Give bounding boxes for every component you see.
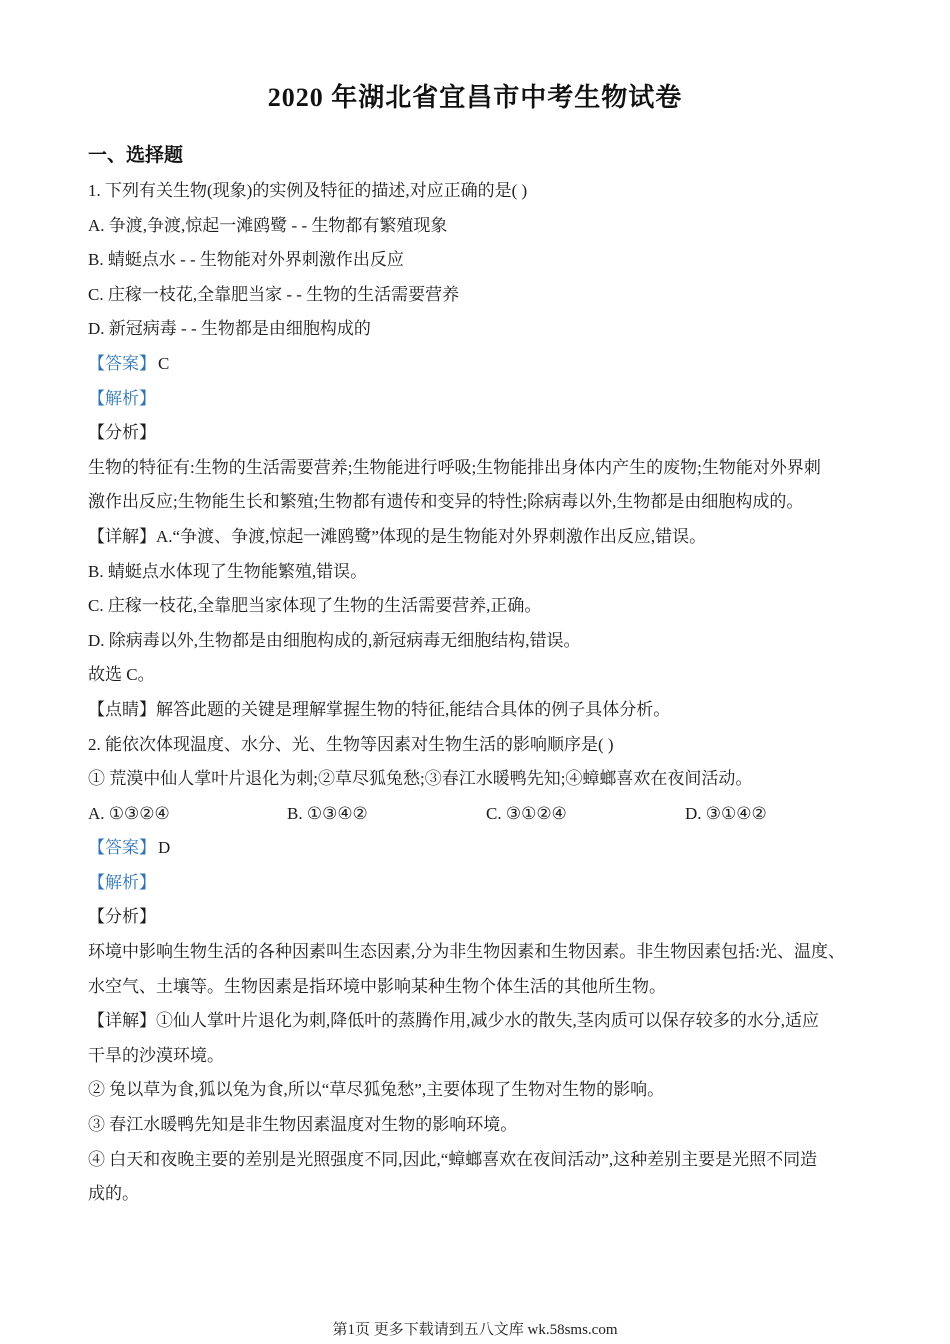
exam-title: 2020 年湖北省宜昌市中考生物试卷 (267, 83, 683, 112)
q2-detail-line-1: 【详解】①仙人掌叶片退化为刺,降低叶的蒸腾作用,减少水的散失,茎肉质可以保存较多的水分,适应 (88, 1011, 819, 1031)
q1-conclusion: 故选 C。 (88, 665, 155, 685)
q1-option-b: B. 蜻蜓点水 - - 生物能对外界刺激作出反应 (88, 250, 404, 270)
q1-answer-line (88, 347, 862, 382)
q2-option-b: B. ①③④② (287, 803, 368, 823)
q1-option-c: C. 庄稼一枝花,全靠肥当家 - - 生物的生活需要营养 (88, 284, 460, 304)
explain-label: 【解析】 (88, 872, 156, 892)
q2-detail-line-4: ③ 春江水暖鸭先知是非生物因素温度对生物的影响环境。 (88, 1115, 518, 1135)
explain-label: 【解析】 (88, 388, 156, 408)
document-body (88, 174, 862, 1212)
answer-label: 【答案】 (88, 353, 156, 373)
q2-analysis-line-1: 环境中影响生物生活的各种因素叫生态因素,分为非生物因素和生物因素。非生物因素包括:光、温度、 (88, 942, 845, 962)
q2-option-a: A. ①③②④ (88, 803, 170, 823)
q2-detail-line-2: 干旱的沙漠环境。 (88, 1045, 224, 1065)
q2-option-d: D. ③①④② (685, 803, 767, 823)
section-heading-multiple-choice: 一、选择题 (88, 145, 184, 166)
q2-detail-line-6: 成的。 (88, 1184, 139, 1204)
q1-analysis-line-1: 生物的特征有:生物的生活需要营养;生物能进行呼吸;生物能排出身体内产生的废物;生物能对外界刺 (88, 457, 821, 477)
q2-detail-line-5: ④ 白天和夜晚主要的差别是光照强度不同,因此,“蟑螂喜欢在夜间活动”,这种差别主要是光照不同造 (88, 1149, 818, 1169)
q1-analysis-line-2: 激作出反应;生物能生长和繁殖;生物都有遗传和变异的特性;除病毒以外,生物都是由细胞构成的。 (88, 492, 804, 512)
q1-option-a: A. 争渡,争渡,惊起一滩鸥鹭 - - 生物都有繁殖现象 (88, 215, 448, 235)
q1-analysis-label-line (88, 416, 862, 451)
q2-analysis-label-line (88, 900, 862, 935)
analysis-label: 【分析】 (88, 423, 156, 443)
answer-label: 【答案】 (88, 838, 156, 858)
page-footer: 第1页 更多下载请到五八文库 wk.58sms.com (332, 1322, 618, 1338)
q2-answer-line (88, 831, 862, 866)
q2-answer-value: D (158, 838, 171, 858)
q1-detail-d: D. 除病毒以外,生物都是由细胞构成的,新冠病毒无细胞结构,错误。 (88, 630, 581, 650)
q2-options-row (88, 797, 862, 832)
q2-numbered-items: ① 荒漠中仙人掌叶片退化为刺;②草尽狐兔愁;③春江水暖鸭先知;④蟑螂喜欢在夜间活动。 (88, 769, 753, 789)
q2-explain-label-line (88, 866, 862, 901)
q1-stem: 1. 下列有关生物(现象)的实例及特征的描述,对应正确的是( ) (88, 181, 528, 200)
q1-option-d: D. 新冠病毒 - - 生物都是由细胞构成的 (88, 319, 371, 339)
analysis-label: 【分析】 (88, 907, 156, 927)
q2-analysis-line-2: 水空气、土壤等。生物因素是指环境中影响某种生物个体生活的其他所生物。 (88, 976, 666, 996)
q1-detail-b: B. 蜻蜓点水体现了生物能繁殖,错误。 (88, 561, 368, 581)
q2-stem: 2. 能依次体现温度、水分、光、生物等因素对生物生活的影响顺序是( ) (88, 734, 614, 754)
q1-detail-a: 【详解】A.“争渡、争渡,惊起一滩鸥鹭”体现的是生物能对外界刺激作出反应,错误。 (88, 526, 707, 546)
q1-explain-label-line (88, 382, 862, 417)
q2-option-c: C. ③①②④ (486, 803, 567, 823)
q2-detail-line-3: ② 兔以草为食,狐以兔为食,所以“草尽狐兔愁”,主要体现了生物对生物的影响。 (88, 1080, 665, 1100)
q1-answer-value: C (158, 353, 170, 373)
q1-tip: 【点睛】解答此题的关键是理解掌握生物的特征,能结合具体的例子具体分析。 (88, 699, 671, 719)
q1-detail-c: C. 庄稼一枝花,全靠肥当家体现了生物的生活需要营养,正确。 (88, 596, 542, 616)
